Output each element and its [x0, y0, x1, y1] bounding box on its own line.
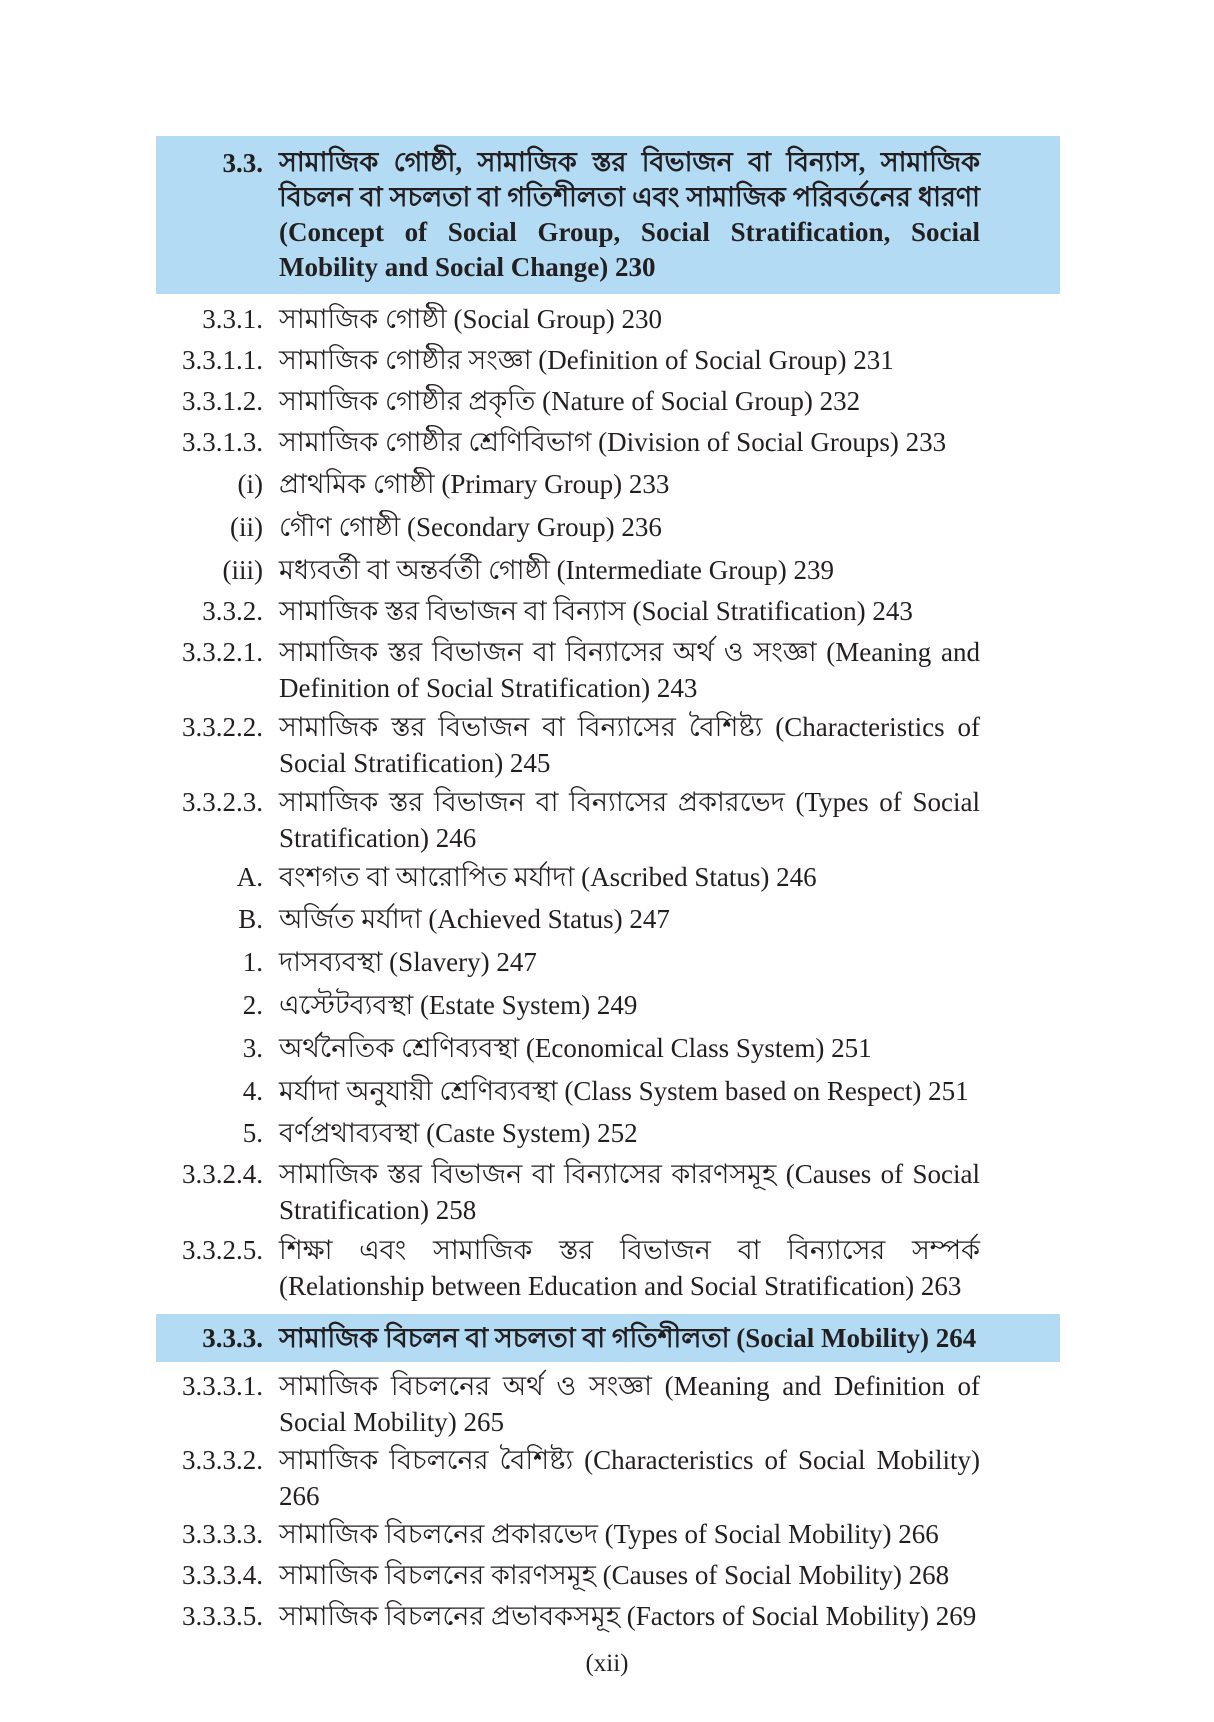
entry-number: (i)	[237, 469, 263, 499]
entry-number: 3.3.3.3.	[182, 1519, 263, 1549]
entry-title: প্রাথমিক গোষ্ঠী (Primary Group) 233	[279, 469, 670, 499]
entry-number: (iii)	[222, 555, 263, 585]
entry-title: সামাজিক বিচলনের অর্থ ও সংজ্ঞা (Meaning and Definition of Social Mobility) 265	[279, 1371, 980, 1437]
entry-title: সামাজিক গোষ্ঠী (Social Group) 230	[279, 304, 663, 334]
entry-title: সামাজিক বিচলনের বৈশিষ্ট্য (Characteristics of Social Mobility) 266	[279, 1445, 980, 1511]
entry-title: সামাজিক স্তর বিভাজন বা বিন্যাসের কারণসমূহ (Causes of Social Stratification) 258	[279, 1159, 980, 1225]
entry-number: 3.3.1.	[202, 304, 263, 334]
entry-number: 2.	[242, 990, 263, 1020]
entry-number: 5.	[242, 1118, 263, 1148]
subsection-title: সামাজিক বিচলন বা সচলতা বা গতিশীলতা (Social Mobility) 264	[279, 1323, 977, 1353]
entry-title: অর্থনৈতিক শ্রেণিব্যবস্থা (Economical Class System) 251	[279, 1033, 872, 1063]
entry-number: A.	[236, 862, 263, 892]
entry-number: 3.3.1.2.	[182, 386, 263, 416]
entry-title: বংশগত বা আরোপিত মর্যাদা (Ascribed Status) 246	[279, 862, 817, 892]
entry-title: সামাজিক স্তর বিভাজন বা বিন্যাস (Social Stratification) 243	[279, 596, 913, 626]
entry-title: মধ্যবর্তী বা অন্তর্বর্তী গোষ্ঠী (Intermediate Group) 239	[279, 555, 835, 585]
entry-number: 3.	[242, 1033, 263, 1063]
entry-title: সামাজিক বিচলনের প্রকারভেদ (Types of Social Mobility) 266	[279, 1519, 939, 1549]
entry-number: 3.3.2.	[202, 596, 263, 626]
entry-number: B.	[238, 904, 263, 934]
entry-title: সামাজিক বিচলনের কারণসমূহ (Causes of Social Mobility) 268	[279, 1560, 950, 1590]
entry-title: দাসব্যবস্থা (Slavery) 247	[279, 947, 537, 977]
entry-title: সামাজিক বিচলনের প্রভাবকসমূহ (Factors of Social Mobility) 269	[279, 1601, 977, 1631]
entry-number: 3.3.2.1.	[182, 637, 263, 667]
entry-number: 3.3.2.4.	[182, 1159, 263, 1189]
section-number: 3.3.	[222, 148, 263, 178]
entry-title: শিক্ষা এবং সামাজিক স্তর বিভাজন বা বিন্যাসের সম্পর্ক (Relationship between Education and Social Stratification) 263	[279, 1235, 980, 1301]
section-title: সামাজিক গোষ্ঠী, সামাজিক স্তর বিভাজন বা বিন্যাস, সামাজিক বিচলন বা সচলতা বা গতিশীলতা এবং সামাজিক পরিবর্তনের ধারণা (Concept of Social Group, Social Stratification, Social Mobility and Social Change) 230	[279, 147, 980, 282]
page-folio: (xii)	[585, 1650, 629, 1677]
entry-title: এস্টেটব্যবস্থা (Estate System) 249	[279, 990, 638, 1020]
entry-title: অর্জিত মর্যাদা (Achieved Status) 247	[279, 904, 670, 934]
entry-number: 3.3.2.5.	[182, 1235, 263, 1265]
entry-number: 3.3.2.3.	[182, 787, 263, 817]
entry-title: সামাজিক গোষ্ঠীর সংজ্ঞা (Definition of Social Group) 231	[279, 345, 894, 375]
entry-number: 3.3.1.3.	[182, 427, 263, 457]
entry-title: সামাজিক গোষ্ঠীর শ্রেণিবিভাগ (Division of Social Groups) 233	[279, 427, 947, 457]
entry-title: সামাজিক গোষ্ঠীর প্রকৃতি (Nature of Social Group) 232	[279, 386, 861, 416]
entry-number: 3.3.2.2.	[182, 712, 263, 742]
entry-number: 4.	[242, 1076, 263, 1106]
entry-title: মর্যাদা অনুযায়ী শ্রেণিব্যবস্থা (Class System based on Respect) 251	[279, 1076, 969, 1106]
entry-title: সামাজিক স্তর বিভাজন বা বিন্যাসের প্রকারভেদ (Types of Social Stratification) 246	[279, 787, 980, 853]
entry-title: বর্ণপ্রথাব্যবস্থা (Caste System) 252	[279, 1118, 638, 1148]
entry-number: 3.3.3.1.	[182, 1371, 263, 1401]
entry-number: 3.3.3.4.	[182, 1560, 263, 1590]
subsection-number: 3.3.3.	[202, 1323, 263, 1353]
entry-number: 3.3.3.2.	[182, 1445, 263, 1475]
entry-number: 3.3.1.1.	[182, 345, 263, 375]
entry-title: সামাজিক স্তর বিভাজন বা বিন্যাসের অর্থ ও সংজ্ঞা (Meaning and Definition of Social Stratification) 243	[279, 637, 980, 703]
entry-number: 3.3.3.5.	[182, 1601, 263, 1631]
entry-number: (ii)	[230, 512, 263, 542]
entry-title: গৌণ গোষ্ঠী (Secondary Group) 236	[279, 512, 662, 542]
entry-number: 1.	[242, 947, 263, 977]
entry-title: সামাজিক স্তর বিভাজন বা বিন্যাসের বৈশিষ্ট্য (Characteristics of Social Stratification) 245	[279, 712, 980, 778]
